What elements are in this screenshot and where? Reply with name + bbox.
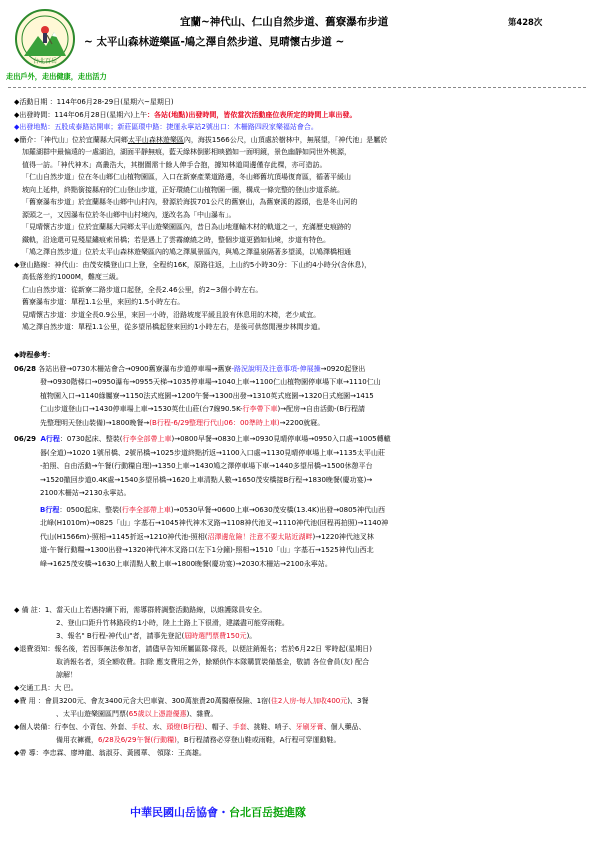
schedule bbox=[14, 349, 586, 571]
refund-line: 諒解！ bbox=[56, 671, 77, 679]
fee-text: ◆費 用 ：會員3200元、會友3400元含大巴車資、300萬旅責20萬醫療保險、1宿( bbox=[14, 697, 271, 705]
schedule-highlight: 行李帶下車 bbox=[242, 405, 278, 413]
leaders-line: ◆帶 導：李忠霖、廖坤龍、翁淑芬、黃國華、 領隊：王高雄。 bbox=[14, 749, 206, 757]
footer-organizers bbox=[130, 804, 306, 820]
page-subtitle: ~ 太平山森林遊樂區-鳩之澤自然步道、見晴懷古步道 ~ bbox=[84, 36, 345, 48]
schedule-text: 各站出發→0730木柵站會合→0900舊寮瀑布步道停車場→舊寮 bbox=[38, 364, 232, 373]
schedule-heading: ◆時程參考： bbox=[14, 351, 55, 359]
departure-place-b: 新莊區環中路：捷運永寧站2號出口：木柵路四段家樂福站會合。 bbox=[117, 123, 318, 131]
schedule-highlight: -路況說明及注意事項-伸展操 bbox=[231, 364, 321, 373]
schedule-line bbox=[14, 403, 586, 417]
intro-line: 「見晴懷古步道」位於宜蘭縣大同鄉太平山遊樂園區內，昔日為山地運輸木材的軌道之一，充滿歷史痕跡的 bbox=[22, 223, 351, 231]
departure-time bbox=[14, 109, 586, 122]
schedule-text: →2200就寢。 bbox=[279, 418, 325, 427]
schedule-line: 2100木柵站→2130永寧站。 bbox=[40, 489, 131, 497]
notes bbox=[14, 604, 586, 760]
intro-line: 源頭之一，又因瀑布位於冬山鄉中山村境內，遂改名為「中山瀑布」。 bbox=[22, 210, 236, 219]
intro-line: 「舊寮瀑布步道」於宜蘭縣冬山鄉中山村內，發源於海拔701公尺的舊寮山，為舊寮溪的源頭，也是冬山河的 bbox=[22, 198, 358, 206]
gear-text: 、個人藥品、 bbox=[323, 723, 366, 731]
fee-text: )、雜費。 bbox=[186, 710, 218, 718]
gear-text: ◆個人裝備：行李包、小背包、外套、 bbox=[14, 723, 132, 731]
event-date: ◆活動日期 ：114年06月28-29日(星期六~星期日) bbox=[14, 98, 174, 106]
intro-line: 「鳩之澤自然步道」位於太平山森林遊樂區內的鳩之澤風景區內，與鳩之澤溫泉隔著多望溪，以鳩澤橋相通 bbox=[22, 248, 351, 256]
intro-line: 加羅湖群中最偏遠的一處湖泊，湖面平靜無痕，藍天綠林倒影相映猶如一面明鏡，景色幽靜如同世外桃源， bbox=[22, 148, 351, 156]
intro-line bbox=[14, 134, 586, 147]
schedule-line: -拍照、自由活動→午餐(行動糧自理)→1350上車→1430鳩之澤停車場下車→1440多望吊橋→1500休憩平台 bbox=[40, 462, 373, 470]
footer-separator: ・ bbox=[218, 806, 229, 819]
schedule-text: 代山(H1566m)-照相→1145折返→1210神代池-照相( bbox=[40, 532, 208, 541]
fee-line bbox=[14, 695, 586, 708]
schedule-line bbox=[14, 531, 586, 545]
gear-highlight: 牙刷牙膏 bbox=[295, 723, 324, 731]
fee-highlight: 住2人房-每人加收400元 bbox=[270, 697, 348, 705]
page-title: 宜蘭~神代山、仁山自然步道、舊寮瀑布步道 bbox=[180, 16, 389, 28]
refund-line: ◆退費須知：報名後，若因事無法參加者，請儘早告知所屬區隊-隊長，以便註銷報名；若於6月22日 零時起(星期日) bbox=[14, 645, 372, 653]
gear-highlight: 手杖 bbox=[131, 723, 146, 731]
gear-text: 備用衣褲襪， bbox=[56, 736, 98, 744]
intro-text: 內，海拔1566公尺，山頂處於樹林中，無展望，「神代池」是屬於 bbox=[183, 135, 388, 144]
gear-text: 、水、 bbox=[145, 723, 167, 731]
remark-text: )。 bbox=[246, 632, 257, 640]
gear-text: ，B行程請務必穿登山鞋或雨鞋，A行程可穿運動鞋。 bbox=[176, 736, 341, 744]
transport-line: ◆交通工具：大 巴。 bbox=[14, 684, 78, 692]
schedule-line: 發→0930階梯口→0950瀑布→0955天梯→1035停車場→1040上車→1100仁山植物園停車場下車→1110仁山 bbox=[40, 378, 381, 386]
intro-line: 坡向上延伸，終點銜接縣府的仁山登山步道，正好環繞仁山植物園一圈，構成一條完整的登山步道系統。 bbox=[22, 185, 344, 194]
schedule-line bbox=[14, 504, 586, 518]
intro-line: 鐵軌，沿途還可見殘屋鏽痕索吊橋；若是遇上了雲霧繚繞之時，整個步道更猶如仙境，步道有特色。 bbox=[22, 235, 330, 244]
remark-line: 2、登山口距升竹林路段約1小時，陸上土路上下很滑，建議盡可能穿雨鞋。 bbox=[56, 619, 289, 627]
remark-highlight: 屆時選門票費150元 bbox=[184, 632, 247, 640]
schedule-text: ：0730起床、整裝( bbox=[59, 435, 123, 443]
trail-line: 高低落差約1000M，難度三級。 bbox=[22, 273, 123, 281]
trail-line: ◆登山路線：神代山：由茂安橋登山口上登，全程約16K，原路往返，上山約5小時30分：下山約4小時分(含休息)， bbox=[14, 260, 372, 269]
event-info bbox=[14, 96, 586, 334]
day1-date: 06/28 bbox=[14, 364, 37, 373]
organizer-team: 台北百岳挺進隊 bbox=[229, 806, 306, 819]
gear-text: 、挑鞋、哨子、 bbox=[246, 723, 296, 731]
fee-text: )、3餐 bbox=[347, 697, 369, 705]
remark-line: ◆ 備 註：1、當天山上若遇持續下雨，需導群將調整活動路線，以維護隊員安全。 bbox=[14, 606, 267, 614]
svg-text:台北百岳: 台北百岳 bbox=[32, 58, 58, 65]
schedule-line: →1520撤回步道0.4K處→1540多望吊橋→1620上車清點人數→1650茂安橋接B行程→1830晚餐(慶功宴)→ bbox=[40, 475, 373, 484]
schedule-highlight: 行李全部帶上車 bbox=[121, 505, 171, 514]
schedule-text: 仁山步道登山口→1430停車場上車→1530英仕山莊(台7線90.5K- bbox=[40, 405, 243, 413]
organizer-association: 中華民國山岳協會 bbox=[130, 806, 218, 819]
departure-time-note: ：各站(地點)出發時間，皆依當次活動座位表所定的時間上車出發。 bbox=[147, 110, 357, 119]
schedule-text: )→0530早餐→0600上車→0630茂安橋(13.4K)出發→0805神代山西 bbox=[170, 505, 385, 514]
schedule-line: 道-午餐行動糧→1300出發→1320神代神木叉路口(左下1分鐘)-照相→1510「山」字基石→1525神代山西北 bbox=[40, 546, 374, 554]
refund-line: 取消報名者，須全額收費。扣除 應支費用之外，餘額供作本隊購買裝備基金，敬請 各位會員(友) 配合 bbox=[56, 658, 370, 666]
schedule-text: 先整理明天登山裝備)→1800晚餐→ bbox=[40, 418, 150, 427]
gear-line bbox=[14, 734, 586, 747]
remark-line bbox=[14, 630, 586, 643]
departure-time-label: ◆出發時間：114年06月28日(星期六)上午 bbox=[14, 110, 148, 119]
schedule-text: )→配房→自由活動-(B行程請 bbox=[277, 405, 366, 413]
fee-text: 、太平山遊樂園區門票( bbox=[56, 710, 129, 718]
club-slogan: 走出戶外，走出健康，走出活力 bbox=[6, 72, 107, 81]
schedule-line bbox=[14, 417, 586, 431]
intro-link-text: 太平山森林遊樂區 bbox=[127, 135, 184, 144]
day2-date: 06/29 bbox=[14, 435, 37, 443]
schedule-day2 bbox=[14, 433, 586, 447]
schedule-text: ：0500起床、整裝( bbox=[59, 505, 122, 514]
trail-line: 見晴懷古步道：步道全長0.9公里，來回一小時，沿路坡度平緩且設有休息用的木椅，老少咸宜。 bbox=[22, 310, 321, 319]
fee-line bbox=[14, 708, 586, 721]
trail-line: 鳩之澤自然步道：單程1.1公里，從多望吊橋起登來回約1小時左右，是後可供悠閒漫步林間步道。 bbox=[22, 323, 325, 331]
trail-line: 仁山自然步道：從新寮二路步道口起登，全長2.46公里，約2~3個小時左右。 bbox=[22, 285, 263, 294]
schedule-highlight: 沼澤邊危險！注意不要太貼近湖畔 bbox=[207, 532, 313, 541]
departure-place bbox=[14, 121, 586, 134]
schedule-line: 峰→1625茂安橋→1630上車清點人數上車→1800晚餐(慶功宴)→2030木柵站→2100永寧站。 bbox=[40, 559, 332, 568]
gear-highlight: 6/28及6/29午餐(行動糧) bbox=[98, 736, 177, 744]
itinerary-a-label: A行程 bbox=[40, 435, 60, 443]
schedule-highlight: 行李全部帶上車 bbox=[122, 435, 172, 443]
schedule-text: )→0800早餐→0830上車→0930見晴停車場→0950入口處→1005轉轍 bbox=[171, 435, 391, 443]
itinerary-b-label: B行程 bbox=[40, 505, 60, 514]
header-divider bbox=[8, 87, 586, 88]
intro-line: 值得一訪。「神代神木」高叢浩大，其樹圍需十餘人伸手合抱，據知林道周邊僅存此棵，亦可造訪。 bbox=[22, 160, 327, 169]
issue-number: 第428次 bbox=[508, 17, 543, 27]
departure-place-a: ◆出發地點：五股成泰路站開車； bbox=[14, 123, 118, 131]
gear-highlight: 頭燈(B行程) bbox=[166, 723, 205, 731]
remark-text: 3、報名" B行程-神代山"者，請事先登記( bbox=[56, 632, 185, 640]
schedule-highlight: (B行程-6/29整理行代山06：00準時上車) bbox=[149, 418, 280, 427]
trail-line: 舊寮瀑布步道：單程1.1公里，來回約1.5小時左右。 bbox=[22, 298, 185, 306]
schedule-text: )→1220神代池叉林 bbox=[312, 532, 374, 541]
schedule-line: 北峰(H1010m)→0825「山」字基石→1045神代神木叉路→1108神代池叉→1110神代池(回程再拍照)→1140神 bbox=[40, 519, 389, 527]
fee-highlight: 65歲以上憑證優惠 bbox=[128, 710, 187, 718]
gear-text: 、帽子、 bbox=[204, 723, 233, 731]
intro-text: ◆簡介：「神代山」位於宜蘭縣大同鄉 bbox=[14, 135, 128, 144]
schedule-line: 植物園入口→1140綠屬寮→1150法式庭園→1200午餐→1300出發→1310英式庭園→1320日式庭園→1415 bbox=[40, 391, 374, 400]
gear-line bbox=[14, 721, 586, 734]
gear-highlight: 手套 bbox=[232, 723, 247, 731]
schedule-day1 bbox=[14, 363, 586, 377]
schedule-line: 器(全道)→1020 1號吊橋、2號吊橋→1025步道終點折返→1100入口處→1130見晴停車場上車→1135太平山莊 bbox=[40, 448, 385, 457]
intro-line: 「仁山自然步道」位在冬山鄉仁山植物園區，入口在新寮產業道路邊，冬山鄉舊坑頂場復育區，循著平緩山 bbox=[22, 173, 351, 181]
club-logo bbox=[14, 8, 76, 70]
schedule-text: →0920起登出 bbox=[320, 364, 366, 373]
